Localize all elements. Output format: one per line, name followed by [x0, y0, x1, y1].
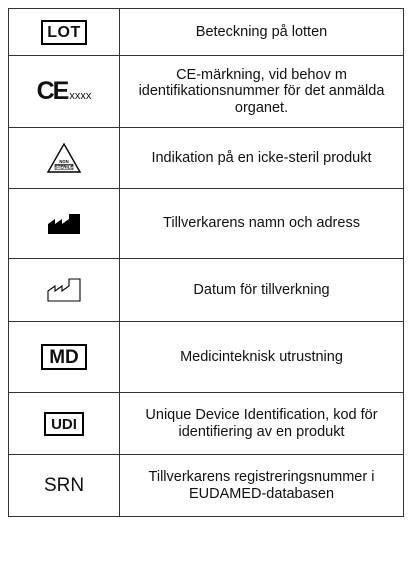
table-row — [9, 56, 404, 128]
description-cell: Indikation på en icke-steril produkt — [120, 128, 404, 189]
table-row — [9, 259, 404, 322]
manufacturer-icon — [47, 213, 81, 235]
md-icon: MD — [41, 344, 87, 370]
symbol-cell — [9, 56, 120, 128]
symbol-cell — [9, 259, 120, 322]
ce-mark: CE — [36, 77, 68, 105]
table-row — [9, 455, 404, 517]
symbol-cell — [9, 393, 120, 455]
srn-label: SRN — [43, 474, 85, 496]
table-row — [9, 393, 404, 455]
symbol-cell — [9, 189, 120, 259]
non-sterile-triangle-icon — [47, 143, 81, 173]
ce-marking-icon — [37, 77, 92, 106]
description-cell: Unique Device Identification, kod för identifiering av en produkt — [120, 393, 404, 455]
symbol-table — [8, 8, 404, 517]
table-row — [9, 322, 404, 393]
symbol-cell — [9, 9, 120, 56]
sterile-label: STERILE — [54, 164, 74, 170]
table-row — [9, 9, 404, 56]
description-cell: Datum för tillverkning — [120, 259, 404, 322]
symbol-cell — [9, 128, 120, 189]
description-cell: Tillverkarens registreringsnummer i EUDAMED-databasen — [120, 455, 404, 517]
udi-icon: UDI — [44, 412, 84, 436]
table-row — [9, 189, 404, 259]
lot-icon: LOT — [41, 20, 87, 45]
description-cell: Medicinteknisk utrustning — [120, 322, 404, 393]
description-cell: CE-märkning, vid behov m identifikationsnummer för det anmälda organet. — [120, 56, 404, 128]
non-label: NON — [59, 159, 69, 164]
description-cell: Beteckning på lotten — [120, 9, 404, 56]
description-cell: Tillverkarens namn och adress — [120, 189, 404, 259]
symbol-cell — [9, 322, 120, 393]
table-row — [9, 128, 404, 189]
date-of-manufacture-icon — [47, 278, 81, 302]
notified-body-number: xxxx — [69, 90, 92, 102]
symbol-cell — [9, 455, 120, 517]
